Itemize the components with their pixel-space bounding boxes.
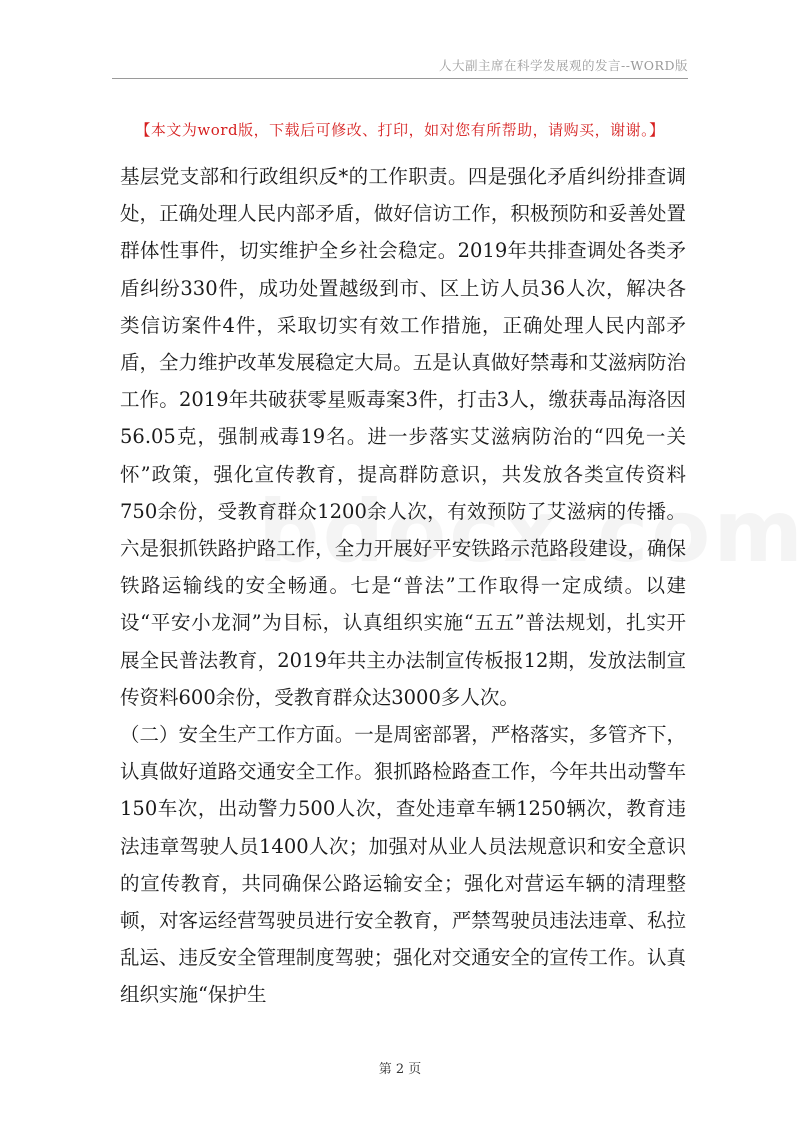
- running-header-title: 人大副主席在科学发展观的发言--WORD版: [439, 58, 688, 73]
- header-divider: [112, 78, 688, 79]
- download-notice: 【本文为word版，下载后可修改、打印，如对您有所帮助，请购买，谢谢。】: [135, 121, 665, 139]
- document-body: [120, 158, 686, 1014]
- page-number: 第 2 页: [378, 1062, 422, 1077]
- body-paragraph: 基层党支部和行政组织反*的工作职责。四是强化矛盾纠纷排查调处，正确处理人民内部矛盾，做好信访工作，积极预防和妥善处置群体性事件，切实维护全乡社会稳定。2019年共排查调处各类矛盾纠纷330件，成功处置越级到市、区上访人员36人次，解决各类信访案件4件，采取切实有效工作措施，正确处理人民内部矛盾，全力维护改革发展稳定大局。五是认真做好禁毒和艾滋病防治工作。2019年共破获零星贩毒案3件，打击3人，缴获毒品海洛因56.05克，强制戒毒19名。进一步落实艾滋病防治的“四免一关怀”政策，强化宣传教育，提高群防意识，共发放各类宣传资料750余份，受教育群众1200余人次，有效预防了艾滋病的传播。六是狠抓铁路护路工作，全力开展好平安铁路示范路段建设，确保铁路运输线的安全畅通。七是“普法”工作取得一定成绩。以建设“平安小龙洞”为目标，认真组织实施“五五”普法规划，扎实开展全民普法教育，2019年共主办法制宣传板报12期，发放法制宣传资料600余份，受教育群众达3000多人次。: [120, 165, 686, 709]
- body-paragraph: （二）安全生产工作方面。一是周密部署，严格落实，多管齐下，认真做好道路交通安全工作。狠抓路检路查工作，今年共出动警车150车次，出动警力500人次，查处违章车辆1250辆次，教育违法违章驾驶人员1400人次；加强对从业人员法规意识和安全意识的宣传教育，共同确保公路运输安全；强化对营运车辆的清理整顿，对客运经营驾驶员进行安全教育，严禁驾驶员违法违章、私拉乱运、违反安全管理制度驾驶；强化对交通安全的宣传工作。认真组织实施“保护生: [120, 723, 686, 1007]
